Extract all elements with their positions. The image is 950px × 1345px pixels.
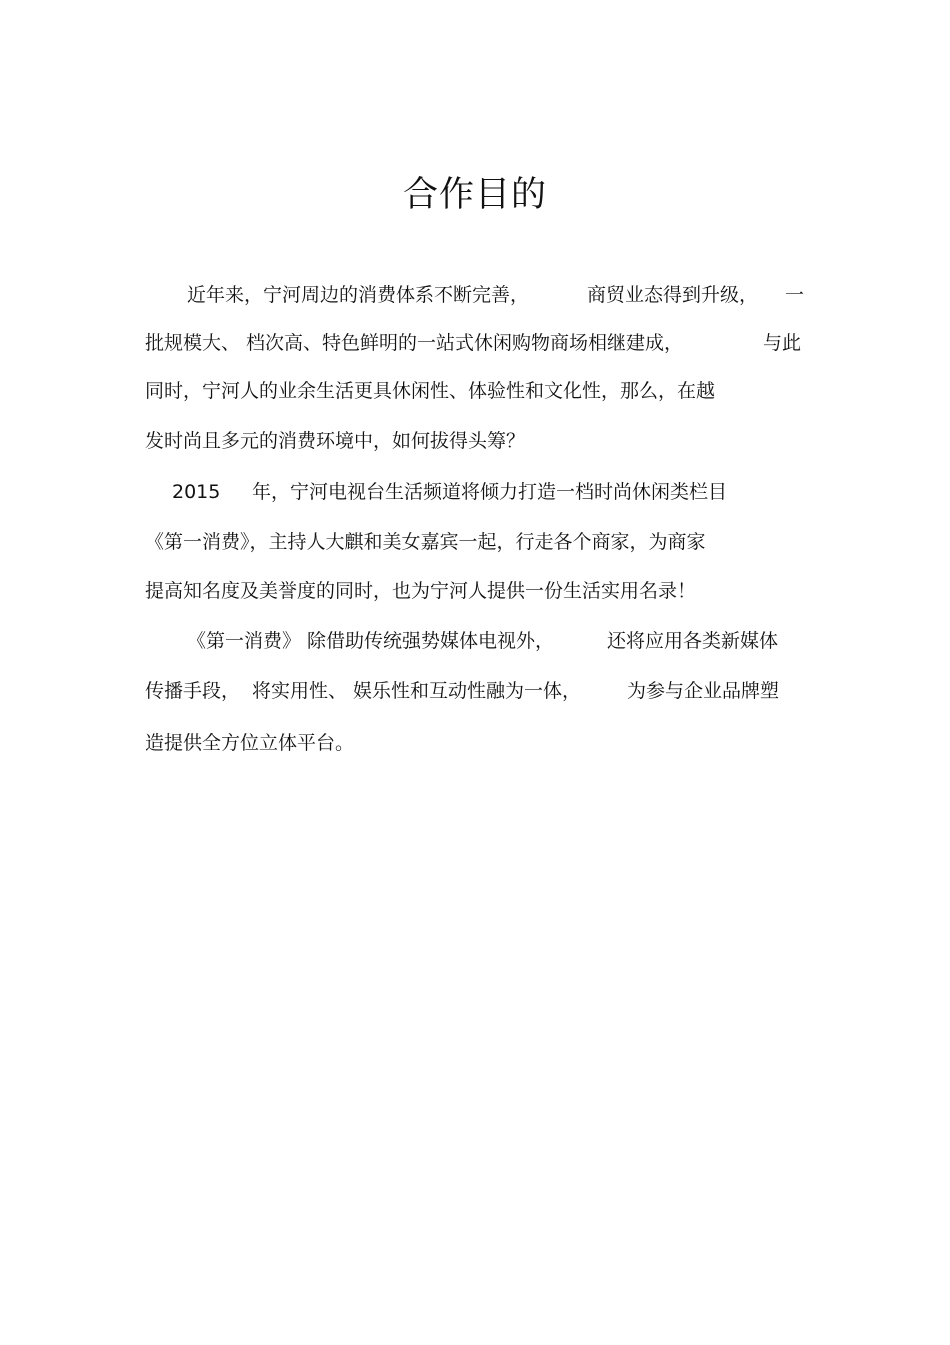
text-segment: 还将应用各类新媒体	[607, 630, 779, 652]
text-segment: 近年来，宁河周边的消费体系不断完善，	[187, 284, 530, 306]
text-segment: 《第一消费》 除借助传统强势媒体电视外，	[187, 630, 555, 652]
paragraph-1-line-4: 发时尚且多元的消费环境中，如何拔得头筹？	[145, 430, 526, 452]
text-segment: 与此	[763, 332, 802, 354]
text-segment: 批规模大、 档次高、特色鲜明的一站式休闲购物商场相继建成，	[145, 332, 684, 354]
paragraph-1-line-3: 同时，宁河人的业余生活更具休闲性、体验性和文化性，那么，在越	[145, 380, 716, 402]
year-text: 2015	[172, 481, 221, 503]
paragraph-2-line-3: 提高知名度及美誉度的同时，也为宁河人提供一份生活实用名录！	[145, 580, 697, 602]
text-segment: 为参与企业品牌塑	[627, 680, 780, 702]
text-segment: 传播手段，	[145, 680, 241, 702]
paragraph-2-line-2: 《第一消费》，主持人大麒和美女嘉宾一起，行走各个商家，为商家	[145, 531, 706, 553]
text-segment: 将实用性、 娱乐性和互动性融为一体，	[252, 680, 582, 702]
text-segment: 年，宁河电视台生活频道将倾力打造一档时尚休闲类栏目	[252, 481, 728, 503]
document-title: 合作目的	[402, 175, 547, 215]
text-segment: 一	[785, 284, 805, 306]
text-segment: 商贸业态得到升级，	[587, 284, 759, 306]
paragraph-3-line-3: 造提供全方位立体平台。	[145, 732, 355, 754]
